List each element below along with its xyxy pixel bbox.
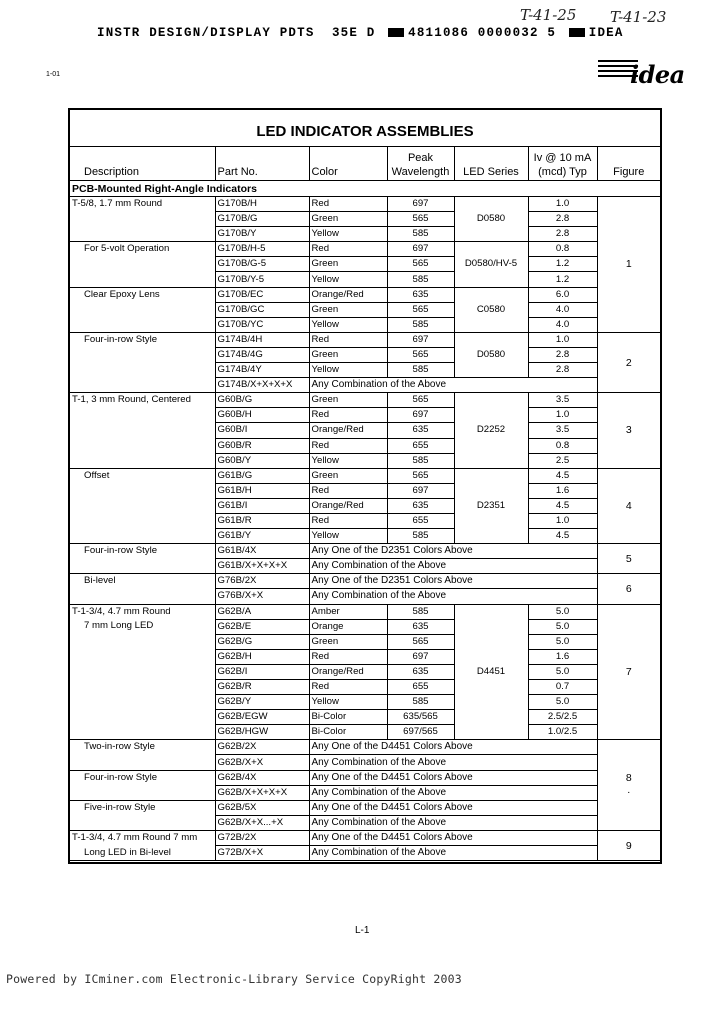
iv-value: 2.5/2.5 (528, 710, 597, 725)
header-left-text: INSTR DESIGN/DISPLAY PDTS (97, 26, 315, 40)
header-code1: 35E D (331, 26, 376, 40)
wavelength: 635 (387, 664, 454, 679)
wavelength: 585 (387, 453, 454, 468)
part-no: G72B/2X (215, 830, 309, 845)
color: Red (309, 438, 387, 453)
span-note: Any One of the D4451 Colors Above (309, 830, 597, 845)
wavelength: 635/565 (387, 710, 454, 725)
iv-value: 1.0 (528, 513, 597, 528)
table-row (70, 619, 660, 634)
part-no: G170B/EC (215, 287, 309, 302)
iv-value: 4.5 (528, 498, 597, 513)
color: Green (309, 257, 387, 272)
table-row (70, 830, 660, 845)
iv-value: 0.8 (528, 438, 597, 453)
iv-value: 4.5 (528, 529, 597, 544)
iv-value: 0.8 (528, 242, 597, 257)
iv-value: 6.0 (528, 287, 597, 302)
color: Bi-Color (309, 710, 387, 725)
part-no: G60B/Y (215, 453, 309, 468)
color: Bi-Color (309, 725, 387, 740)
iv-value: 5.0 (528, 695, 597, 710)
figure-ref: 9 (597, 830, 660, 860)
header-block-mark (388, 28, 404, 37)
iv-value: 2.8 (528, 212, 597, 227)
powered-by-line: Powered by ICminer.com Electronic-Library Service CopyRight 2003 (6, 972, 462, 986)
page-title: LED INDICATOR ASSEMBLIES (256, 123, 474, 140)
part-no: G72B/X+X (215, 846, 309, 861)
part-no: G61B/R (215, 513, 309, 528)
wavelength: 697 (387, 649, 454, 664)
row-description: Long LED in Bi-level (70, 846, 215, 861)
part-no: G62B/5X (215, 800, 309, 815)
part-no: G170B/H (215, 197, 309, 212)
row-description: Four-in-row Style (70, 544, 215, 574)
part-no: G61B/G (215, 468, 309, 483)
span-note: Any Combination of the Above (309, 378, 597, 393)
table-row (70, 740, 660, 755)
part-no: G62B/X+X...+X (215, 815, 309, 830)
color: Orange/Red (309, 423, 387, 438)
color: Red (309, 197, 387, 212)
col-peak-line1: Peak (407, 152, 434, 164)
iv-value: 1.0 (528, 197, 597, 212)
wavelength: 655 (387, 680, 454, 695)
row-description: T-1-3/4, 4.7 mm Round (70, 604, 215, 619)
iv-value: 4.5 (528, 468, 597, 483)
row-description: T-5/8, 1.7 mm Round (70, 197, 215, 242)
handwritten-note-2: T-41-23 (610, 8, 667, 26)
part-no: G62B/G (215, 634, 309, 649)
color: Red (309, 242, 387, 257)
led-table-frame (68, 108, 662, 864)
part-no: G170B/Y (215, 227, 309, 242)
handwritten-note-1: T-41-25 (520, 6, 577, 24)
wavelength: 697 (387, 332, 454, 347)
row-description: 7 mm Long LED (70, 619, 215, 740)
table-row (70, 287, 660, 302)
table-row (70, 242, 660, 257)
part-no: G62B/I (215, 664, 309, 679)
wavelength: 697 (387, 408, 454, 423)
figure-ref: 4 (597, 468, 660, 543)
figure-ref: 6 (597, 574, 660, 604)
part-no: G174B/4Y (215, 363, 309, 378)
wavelength: 565 (387, 634, 454, 649)
part-no: G62B/EGW (215, 710, 309, 725)
document-header (97, 26, 624, 40)
color: Green (309, 634, 387, 649)
part-no: G60B/I (215, 423, 309, 438)
iv-value: 2.8 (528, 227, 597, 242)
wavelength: 565 (387, 393, 454, 408)
iv-value: 3.5 (528, 393, 597, 408)
table-row (70, 800, 660, 815)
figure-dot: · (627, 786, 631, 799)
row-description: T-1, 3 mm Round, Centered (70, 393, 215, 468)
part-no: G174B/4H (215, 332, 309, 347)
row-description: Bi-level (70, 574, 215, 604)
color: Orange (309, 619, 387, 634)
color: Red (309, 513, 387, 528)
led-series: D2252 (454, 393, 528, 468)
iv-value: 1.0 (528, 408, 597, 423)
part-no: G76B/X+X (215, 589, 309, 604)
iv-value: 2.5 (528, 453, 597, 468)
table-row (70, 468, 660, 483)
col-iv-line2: (mcd) Typ (538, 166, 587, 178)
wavelength: 585 (387, 363, 454, 378)
table-row (70, 332, 660, 347)
color: Yellow (309, 529, 387, 544)
wavelength: 697 (387, 242, 454, 257)
part-no: G60B/R (215, 438, 309, 453)
color: Amber (309, 604, 387, 619)
color: Yellow (309, 227, 387, 242)
color: Red (309, 408, 387, 423)
wavelength: 565 (387, 302, 454, 317)
row-description: Five-in-row Style (70, 800, 215, 830)
part-no: G170B/GC (215, 302, 309, 317)
row-description: T-1-3/4, 4.7 mm Round 7 mm (70, 830, 215, 845)
led-series: D4451 (454, 604, 528, 740)
section-title: PCB-Mounted Right-Angle Indicators (70, 181, 660, 197)
table-row (70, 574, 660, 589)
iv-value: 3.5 (528, 423, 597, 438)
wavelength: 565 (387, 468, 454, 483)
wavelength: 585 (387, 604, 454, 619)
part-no: G62B/H (215, 649, 309, 664)
color: Red (309, 649, 387, 664)
section-row (70, 181, 660, 197)
part-no: G62B/HGW (215, 725, 309, 740)
figure-ref: 5 (597, 544, 660, 574)
iv-value: 2.8 (528, 363, 597, 378)
iv-value: 4.0 (528, 302, 597, 317)
figure-ref: 7 (597, 604, 660, 740)
color: Orange/Red (309, 664, 387, 679)
figure-ref: 3 (597, 393, 660, 468)
iv-value: 5.0 (528, 604, 597, 619)
col-description: Description (70, 147, 215, 181)
led-series: D2351 (454, 468, 528, 543)
span-note: Any One of the D4451 Colors Above (309, 800, 597, 815)
figure-number: 8 (625, 772, 632, 785)
wavelength: 635 (387, 287, 454, 302)
part-no: G62B/X+X+X+X (215, 785, 309, 800)
wavelength: 655 (387, 438, 454, 453)
color: Red (309, 332, 387, 347)
part-no: G61B/I (215, 498, 309, 513)
iv-value: 1.0 (528, 332, 597, 347)
row-description: Clear Epoxy Lens (70, 287, 215, 332)
col-figure: Figure (597, 147, 660, 181)
led-series: D0580/HV-5 (454, 242, 528, 287)
part-no: G76B/2X (215, 574, 309, 589)
led-series: D0580 (454, 332, 528, 377)
color: Yellow (309, 363, 387, 378)
wavelength: 565 (387, 212, 454, 227)
part-no: G62B/E (215, 619, 309, 634)
row-description: Four-in-row Style (70, 332, 215, 392)
header-block-mark-2 (569, 28, 585, 37)
iv-value: 2.8 (528, 347, 597, 362)
row-description: Four-in-row Style (70, 770, 215, 800)
figure-ref: 1 (597, 197, 660, 333)
color: Green (309, 347, 387, 362)
part-no: G170B/G (215, 212, 309, 227)
brand-logo: idea (630, 60, 685, 89)
table-row (70, 197, 660, 212)
iv-value: 1.6 (528, 483, 597, 498)
led-indicator-table (70, 146, 660, 861)
span-note: Any Combination of the Above (309, 815, 597, 830)
wavelength: 635 (387, 498, 454, 513)
color: Green (309, 468, 387, 483)
span-note: Any Combination of the Above (309, 589, 597, 604)
color: Green (309, 302, 387, 317)
part-no: G170B/YC (215, 317, 309, 332)
span-note: Any Combination of the Above (309, 755, 597, 770)
part-no: G170B/Y-5 (215, 272, 309, 287)
row-description: For 5-volt Operation (70, 242, 215, 287)
span-note: Any One of the D2351 Colors Above (309, 574, 597, 589)
span-note: Any Combination of the Above (309, 559, 597, 574)
part-no: G62B/Y (215, 695, 309, 710)
col-led-series: LED Series (454, 147, 528, 181)
part-no: G174B/4G (215, 347, 309, 362)
iv-value: 5.0 (528, 664, 597, 679)
page-number: L-1 (355, 925, 370, 936)
part-no: G62B/A (215, 604, 309, 619)
part-no: G170B/H-5 (215, 242, 309, 257)
table-row (70, 770, 660, 785)
table-row (70, 846, 660, 861)
part-no: G61B/H (215, 483, 309, 498)
iv-value: 4.0 (528, 317, 597, 332)
wavelength: 565 (387, 257, 454, 272)
color: Green (309, 212, 387, 227)
part-no: G61B/X+X+X+X (215, 559, 309, 574)
wavelength: 697 (387, 197, 454, 212)
part-no: G62B/X+X (215, 755, 309, 770)
page-mark: 1-01 (46, 71, 61, 78)
col-part-no: Part No. (215, 147, 309, 181)
header-code2: 4811086 0000032 5 (408, 26, 557, 40)
iv-value: 1.0/2.5 (528, 725, 597, 740)
color: Red (309, 680, 387, 695)
wavelength: 697/565 (387, 725, 454, 740)
table-header-row (70, 147, 660, 181)
span-note: Any Combination of the Above (309, 785, 597, 800)
iv-value: 1.6 (528, 649, 597, 664)
iv-value: 5.0 (528, 619, 597, 634)
wavelength: 585 (387, 272, 454, 287)
wavelength: 635 (387, 619, 454, 634)
col-peak-wavelength (387, 147, 454, 181)
color: Yellow (309, 317, 387, 332)
part-no: G60B/H (215, 408, 309, 423)
part-no: G62B/4X (215, 770, 309, 785)
wavelength: 585 (387, 529, 454, 544)
part-no: G62B/2X (215, 740, 309, 755)
part-no: G62B/R (215, 680, 309, 695)
part-no: G170B/G-5 (215, 257, 309, 272)
header-brand: IDEA (588, 26, 624, 40)
table-row (70, 544, 660, 559)
wavelength: 585 (387, 695, 454, 710)
color: Orange/Red (309, 287, 387, 302)
iv-value: 1.2 (528, 257, 597, 272)
wavelength: 697 (387, 483, 454, 498)
color: Yellow (309, 453, 387, 468)
span-note: Any One of the D2351 Colors Above (309, 544, 597, 559)
table-row (70, 393, 660, 408)
col-color: Color (309, 147, 387, 181)
wavelength: 585 (387, 227, 454, 242)
iv-value: 0.7 (528, 680, 597, 695)
figure-ref: 2 (597, 332, 660, 392)
span-note: Any One of the D4451 Colors Above (309, 770, 597, 785)
col-iv-line1: Iv @ 10 mA (533, 152, 592, 164)
col-iv (528, 147, 597, 181)
row-description: Offset (70, 468, 215, 543)
col-peak-line2: Wavelength (391, 166, 450, 178)
iv-value: 5.0 (528, 634, 597, 649)
wavelength: 585 (387, 317, 454, 332)
color: Orange/Red (309, 498, 387, 513)
color: Yellow (309, 695, 387, 710)
row-description: Two-in-row Style (70, 740, 215, 770)
iv-value: 1.2 (528, 272, 597, 287)
span-note: Any One of the D4451 Colors Above (309, 740, 597, 755)
led-series: C0580 (454, 287, 528, 332)
part-no: G60B/G (215, 393, 309, 408)
part-no: G61B/4X (215, 544, 309, 559)
led-series: D0580 (454, 197, 528, 242)
color: Red (309, 483, 387, 498)
wavelength: 635 (387, 423, 454, 438)
figure-ref (597, 740, 660, 831)
part-no: G61B/Y (215, 529, 309, 544)
wavelength: 655 (387, 513, 454, 528)
part-no: G174B/X+X+X+X (215, 378, 309, 393)
color: Yellow (309, 272, 387, 287)
span-note: Any Combination of the Above (309, 846, 597, 861)
wavelength: 565 (387, 347, 454, 362)
color: Green (309, 393, 387, 408)
table-row (70, 604, 660, 619)
